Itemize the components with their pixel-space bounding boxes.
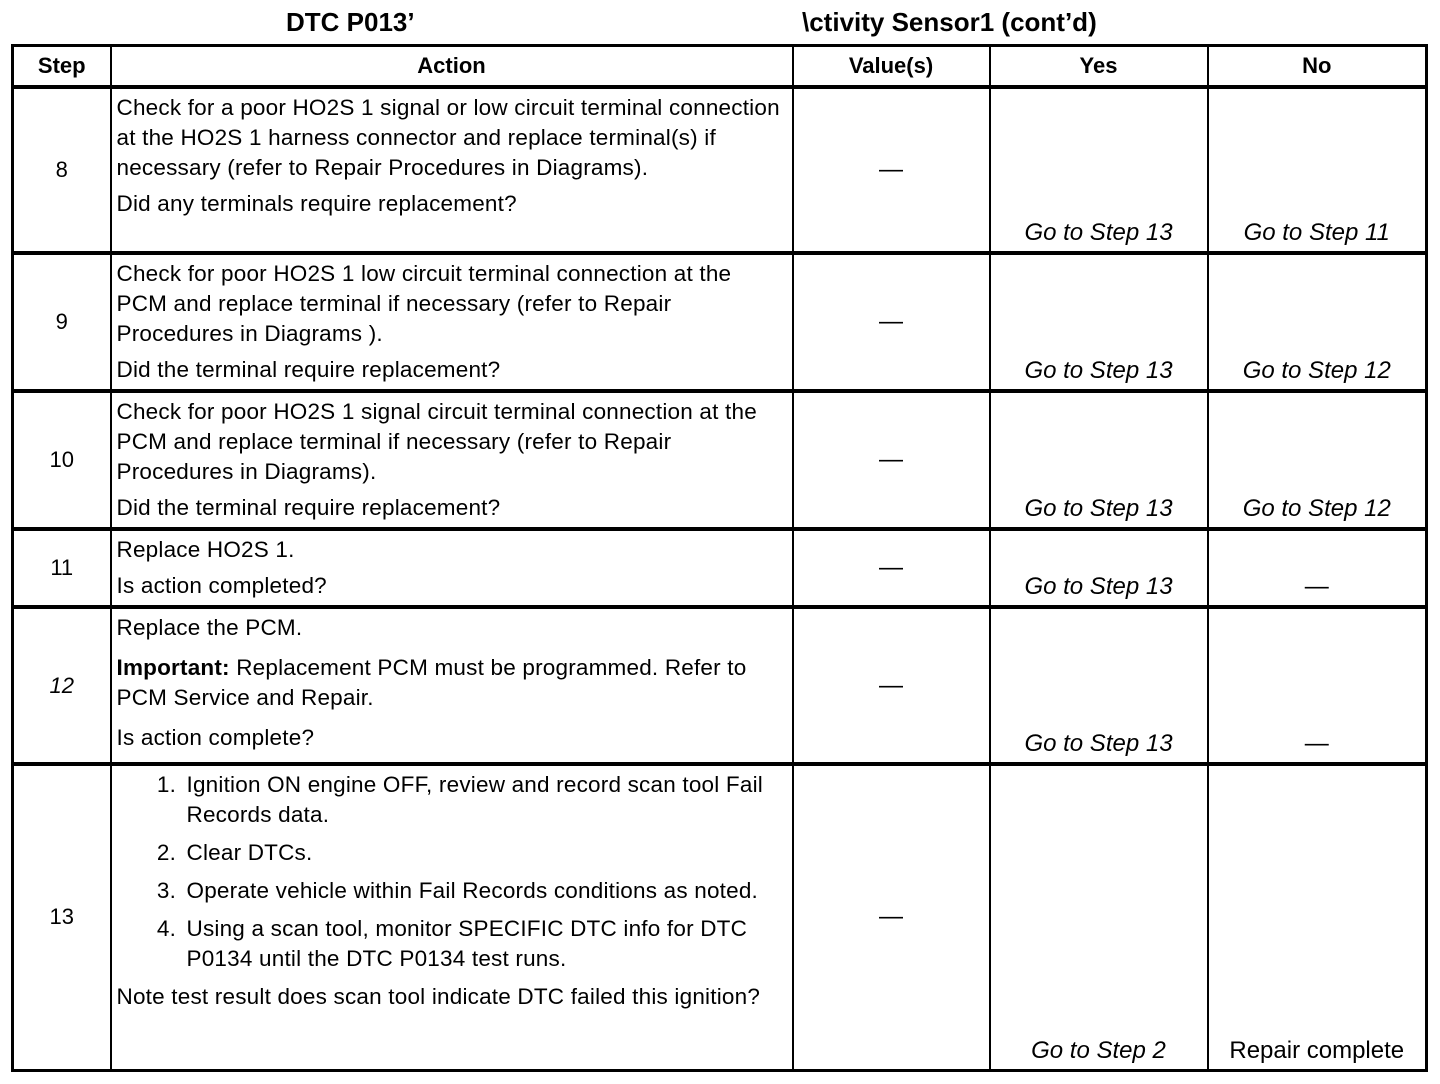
action-cell bbox=[111, 253, 793, 391]
list-item: 1. Ignition ON engine OFF, review and record scan tool Fail Records data. bbox=[183, 770, 788, 830]
value-cell: — bbox=[793, 87, 990, 253]
yes-cell: Go to Step 13 bbox=[990, 607, 1208, 764]
step-number: 9 bbox=[13, 253, 111, 391]
diagnostic-table bbox=[11, 44, 1428, 1072]
step-number: 8 bbox=[13, 87, 111, 253]
action-question: Did the terminal require replacement? bbox=[116, 495, 501, 520]
no-cell: Repair complete bbox=[1208, 764, 1427, 1070]
action-cell bbox=[111, 391, 793, 529]
important-note bbox=[117, 653, 788, 713]
important-text: Replacement PCM must be programmed. Refer to PCM Service and Repair. bbox=[116, 655, 747, 710]
action-text: Replace the PCM. bbox=[116, 615, 303, 640]
list-item: 2. Clear DTCs. bbox=[183, 838, 788, 868]
value-cell: — bbox=[793, 391, 990, 529]
action-cell bbox=[111, 529, 793, 607]
value-cell: — bbox=[793, 253, 990, 391]
table-row bbox=[13, 764, 1427, 1070]
action-text: Check for a poor HO2S 1 signal or low circuit terminal connection at the HO2S 1 harness connector and replace terminal(s) if necessary (refer to Repair Procedures in Diagrams). bbox=[116, 95, 780, 180]
action-text: Check for poor HO2S 1 low circuit terminal connection at the PCM and replace terminal if necessary (refer to Repair Procedures in Diagrams ). bbox=[116, 261, 732, 346]
col-header-step: Step bbox=[13, 46, 111, 88]
action-question: Note test result does scan tool indicate DTC failed this ignition? bbox=[116, 984, 761, 1009]
yes-cell: Go to Step 13 bbox=[990, 529, 1208, 607]
yes-cell: Go to Step 13 bbox=[990, 391, 1208, 529]
value-cell: — bbox=[793, 529, 990, 607]
col-header-action: Action bbox=[111, 46, 793, 88]
table-row bbox=[13, 607, 1427, 764]
table-row bbox=[13, 253, 1427, 391]
yes-cell: Go to Step 13 bbox=[990, 87, 1208, 253]
action-question: Did the terminal require replacement? bbox=[116, 357, 501, 382]
action-question: Is action completed? bbox=[116, 573, 327, 598]
yes-cell: Go to Step 13 bbox=[990, 253, 1208, 391]
col-header-no: No bbox=[1208, 46, 1427, 88]
action-cell bbox=[111, 764, 793, 1070]
yes-cell: Go to Step 2 bbox=[990, 764, 1208, 1070]
no-cell: Go to Step 12 bbox=[1208, 253, 1427, 391]
procedure-list bbox=[117, 770, 788, 974]
table-header-row bbox=[13, 46, 1427, 88]
action-question: Did any terminals require replacement? bbox=[116, 191, 517, 216]
col-header-values: Value(s) bbox=[793, 46, 990, 88]
no-cell: Go to Step 11 bbox=[1208, 87, 1427, 253]
col-header-yes: Yes bbox=[990, 46, 1208, 88]
action-text: Replace HO2S 1. bbox=[116, 537, 295, 562]
value-cell: — bbox=[793, 607, 990, 764]
step-number: 10 bbox=[13, 391, 111, 529]
table-row bbox=[13, 391, 1427, 529]
no-cell: — bbox=[1208, 529, 1427, 607]
page-title-left: DTC P013’ bbox=[286, 7, 415, 37]
value-cell: — bbox=[793, 764, 990, 1070]
list-item: 4. Using a scan tool, monitor SPECIFIC DTC info for DTC P0134 until the DTC P0134 test runs. bbox=[183, 914, 788, 974]
table-row bbox=[13, 87, 1427, 253]
list-item: 3. Operate vehicle within Fail Records conditions as noted. bbox=[183, 876, 788, 906]
table-row bbox=[13, 529, 1427, 607]
step-number: 11 bbox=[13, 529, 111, 607]
action-question: Is action complete? bbox=[116, 725, 315, 750]
action-cell bbox=[111, 607, 793, 764]
no-cell: Go to Step 12 bbox=[1208, 391, 1427, 529]
step-number: 12 bbox=[13, 607, 111, 764]
action-text: Check for poor HO2S 1 signal circuit terminal connection at the PCM and replace terminal if necessary (refer to Repair Procedures in Diagrams). bbox=[116, 399, 757, 484]
step-number: 13 bbox=[13, 764, 111, 1070]
page-title-right: \ctivity Sensor1 (cont’d) bbox=[802, 7, 1097, 37]
important-label: Important: bbox=[116, 655, 230, 680]
action-cell bbox=[111, 87, 793, 253]
no-cell: — bbox=[1208, 607, 1427, 764]
